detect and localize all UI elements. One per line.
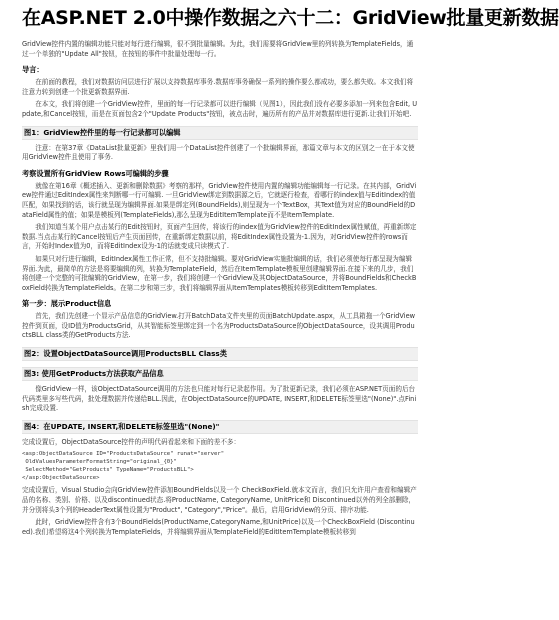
step-overview-heading: 考察设置所有GridView Rows可编辑的步骤 — [22, 168, 169, 178]
figure-2-caption: 图2：设置ObjectDataSource调用ProductsBLL Class类 — [24, 349, 227, 359]
step-1-heading: 第一步：展示Product信息 — [22, 299, 112, 309]
figure-1-caption-bar — [22, 126, 418, 140]
note-paragraph: 注意：在第37章《DataList批量更新》里我们用一个DataList控件创建了一个批编辑界面，那篇文章与本文的区别之一在于本文使用GridView控件且使用了事务. — [22, 143, 415, 162]
step-overview-paragraph-3: 如果只对行进行编辑，EditIndex属性工作正常，但不支持批编辑。要对GridView实施批编辑的话，我们必须使每行都呈现为编辑界面.为此，最简单的方法是将要编辑的列，转换为TemplateField，然后在ItemTemplate模板里创建编辑界面.在接下来的几步，我们将创建一个完整的可批编辑的GridView，在第一步，我们将创建一个GridView及其ObjectDataSource，并将BoundFields和CheckBoxField转换为TemplateFields。在第二步和第三步，我们将编辑界面从ItemTemplates模板转移到EditItemTemplates. — [22, 254, 417, 292]
figure-4-caption-bar — [22, 420, 418, 434]
code-line: OldValuesParameterFormatString="original_{0}" — [22, 459, 177, 466]
step-overview-paragraph-1: 就像在第16章《概述插入、更新和删除数据》考察的那样，GridView控件使用内置的编辑功能编辑每一行记录。在其内部，GridView控件通过EditIndex属性来判断哪一行可编辑. 一旦GridView绑定到数据源之后，它就逐行检查，看哪行的index值与EditIndex的值匹配，如果找到的话，该行就呈现为编辑界面.如果是绑定列(BoundFields),则呈现为一个TextBox，其Text值为对应的BoundField的DataField属性的值；如果是模板列(TemplateFields),那么呈现为EditItemTemplate而不是ItemTemplate. — [22, 181, 417, 219]
figure-2-caption-bar — [22, 347, 418, 361]
guide-paragraph-1: 在前面的教程，我们对数据访问层进行扩展以支持数据库事务.数据库事务确保一系列的操作要么都成功，要么都失败。本文我们将注意力转到创建一个批更新数据界面. — [22, 78, 414, 96]
figure-4-caption: 图4：在UPDATE, INSERT,和DELETE标签里选"(None)" — [24, 421, 220, 431]
figure-3-paragraph: 像GridView一样，该ObjectDataSource调用的方法也只能对每行记录起作用。为了批更新记录，我们必须在ASP.NET页面的后台代码类里多写些代码，批处理数据并传递给BLL.因此，在ObjectDataSource的UPDATE, INSERT,和DELETE标签里选"(None)".点Finish完成设置. — [22, 385, 417, 413]
step-overview-paragraph-2: 我们知道当某个用户点击某行的Edit按钮时，页面产生回传，将该行的index值为GridView控件的EditIndex属性赋值，再重新绑定数据.当点击某行的Cancel按钮后产生页面回传，在重新绑定数据以前，将EditIndex属性设置为-1.因为，对GridView控件的rows而言，开始时Index值为0，而将EditIndex设为-1的话就变成只读模式了. — [22, 223, 417, 251]
code-line: SelectMethod="GetProducts" TypeName="ProductsBLL"> — [22, 467, 194, 474]
figure-4-paragraph: 完成设置后，ObjectDataSource控件的声明代码看起来和下面的差不多： — [22, 437, 241, 446]
step-1-paragraph: 首先，我们先创建一个显示产品信息的GridView.打开BatchData文件夹里的页面BatchUpdate.aspx，从工具箱拖一个GridView控件到页面，设ID值为ProductsGrid，从其智能标签里绑定到一个名为ProductsDataSource的ObjectDataSource，设其调用ProductsBLL class类的GetProducts方法. — [22, 312, 416, 340]
page-title: 在ASP.NET 2.0中操作数据之六十二：GridView批量更新数据 — [22, 7, 559, 29]
code-line: </asp:ObjectDataSource> — [22, 475, 100, 482]
guide-heading: 导言： — [22, 65, 44, 75]
code-block — [22, 450, 418, 482]
after-code-paragraph-1: 完成设置后，Visual Studio会向GridView控件添加BoundFields以及一个 CheckBoxField.就本文而言，我们只允许用户查看和编辑产品的名称、类别、价格、以及discontinued状态.将ProductName, CategoryName, UnitPrice和 Discontinued以外的列全部删除，并分别将头3个列的HeaderText属性设置为"Product", "Category","Price"。最后，启用GridView的分页、排序功能. — [22, 486, 417, 514]
figure-3-caption-bar — [22, 367, 418, 381]
figure-3-caption: 图3: 使用GetProducts方法获取产品信息 — [24, 369, 164, 379]
code-line: <asp:ObjectDataSource ID="ProductsDataSource" runat="server" — [22, 451, 225, 458]
after-code-paragraph-2: 此时，GridView控件含有3个BoundFields(ProductName,CategoryName,和UnitPrice)以及一个CheckBoxField (Discontinued).我们希望将这4个列转换为TemplateFields，并将编辑界面从TemplateField的EditItemTemplate模板转移到 — [22, 518, 415, 536]
figure-1-caption: 图1：GridView控件里的每一行记录都可以编辑 — [24, 127, 181, 137]
intro-paragraph: GridView控件内置的编辑功能只能对每行进行编辑，很不到批量编辑。为此，我们需要将GridView里的列转换为TemplateFields，通过一个单独的"Update All"按钮，在按钮的事件中批量处理每一行。 — [22, 40, 414, 58]
guide-paragraph-2: 在本文，我们将创建一个GridView控件，里面的每一行记录都可以进行编辑（见图1），因此我们没有必要多添加一列来包含Edit, Update,和Cancel按钮，而是在页面包含2个"Update Products"按钮，被点击时，遍历所有的产品并对数据库进行更新.让我们开始吧. — [22, 100, 418, 118]
